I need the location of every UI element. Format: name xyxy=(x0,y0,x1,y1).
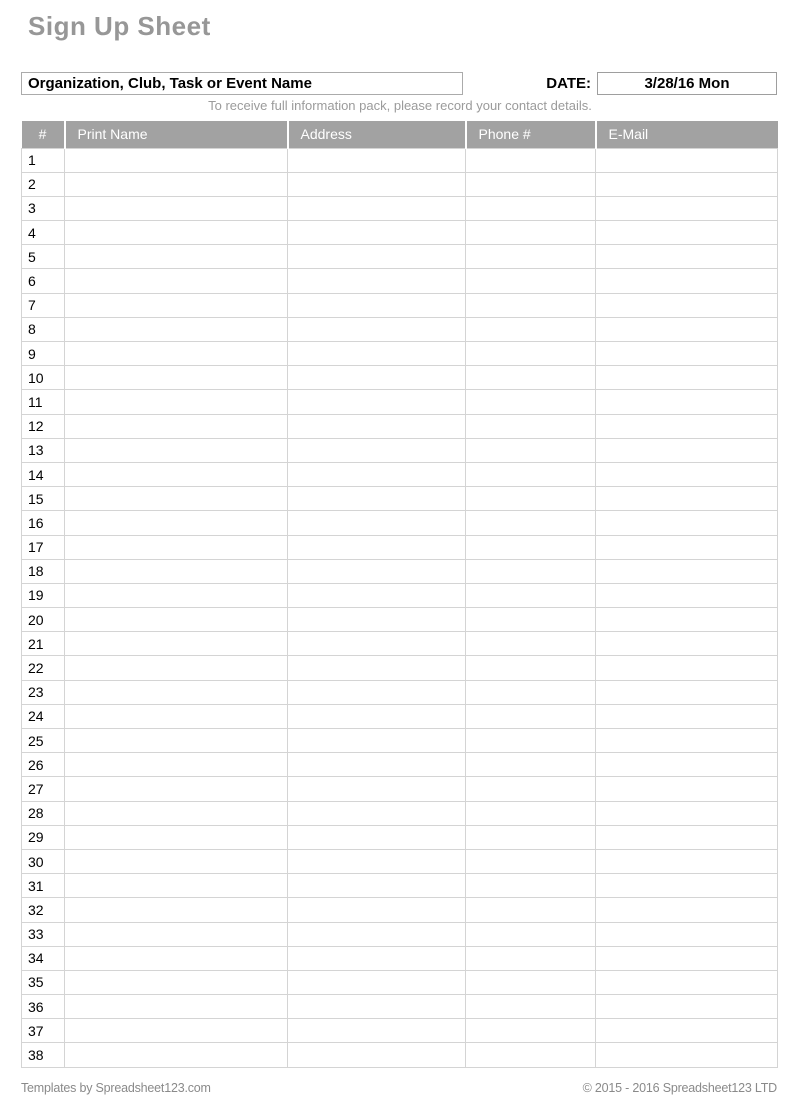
table-row xyxy=(22,172,778,196)
phone-cell[interactable] xyxy=(466,462,596,486)
phone-cell[interactable] xyxy=(466,825,596,849)
table-row xyxy=(22,414,778,438)
print-name-cell[interactable] xyxy=(65,874,288,898)
row-number-cell: 38 xyxy=(22,1043,65,1067)
email-cell[interactable] xyxy=(596,390,778,414)
print-name-cell[interactable] xyxy=(65,680,288,704)
row-number-cell: 12 xyxy=(22,414,65,438)
phone-cell[interactable] xyxy=(466,777,596,801)
email-cell[interactable] xyxy=(596,777,778,801)
address-cell[interactable] xyxy=(288,269,466,293)
table-row xyxy=(22,729,778,753)
column-header-address: Address xyxy=(288,121,466,148)
table-row xyxy=(22,632,778,656)
row-number-cell: 15 xyxy=(22,487,65,511)
print-name-cell[interactable] xyxy=(65,438,288,462)
address-cell[interactable] xyxy=(288,946,466,970)
phone-cell[interactable] xyxy=(466,196,596,220)
row-number-cell: 37 xyxy=(22,1019,65,1043)
print-name-cell[interactable] xyxy=(65,342,288,366)
table-row xyxy=(22,704,778,728)
row-number-cell: 17 xyxy=(22,535,65,559)
table-row xyxy=(22,438,778,462)
table-row xyxy=(22,487,778,511)
row-number-cell: 3 xyxy=(22,196,65,220)
print-name-cell[interactable] xyxy=(65,583,288,607)
page-title: Sign Up Sheet xyxy=(28,11,211,41)
print-name-cell[interactable] xyxy=(65,414,288,438)
table-row xyxy=(22,390,778,414)
email-cell[interactable] xyxy=(596,221,778,245)
print-name-cell[interactable] xyxy=(65,632,288,656)
table-row xyxy=(22,269,778,293)
print-name-cell[interactable] xyxy=(65,366,288,390)
form-row xyxy=(21,72,777,95)
address-cell[interactable] xyxy=(288,898,466,922)
address-cell[interactable] xyxy=(288,559,466,583)
phone-cell[interactable] xyxy=(466,414,596,438)
email-cell[interactable] xyxy=(596,535,778,559)
phone-cell[interactable] xyxy=(466,342,596,366)
print-name-cell[interactable] xyxy=(65,898,288,922)
address-cell[interactable] xyxy=(288,753,466,777)
phone-cell[interactable] xyxy=(466,922,596,946)
email-cell[interactable] xyxy=(596,632,778,656)
phone-cell[interactable] xyxy=(466,753,596,777)
address-cell[interactable] xyxy=(288,245,466,269)
address-cell[interactable] xyxy=(288,777,466,801)
email-cell[interactable] xyxy=(596,366,778,390)
email-cell[interactable] xyxy=(596,995,778,1019)
email-cell[interactable] xyxy=(596,753,778,777)
row-number-cell: 30 xyxy=(22,849,65,873)
address-cell[interactable] xyxy=(288,874,466,898)
address-cell[interactable] xyxy=(288,172,466,196)
print-name-cell[interactable] xyxy=(65,511,288,535)
row-number-cell: 13 xyxy=(22,438,65,462)
row-number-cell: 34 xyxy=(22,946,65,970)
address-cell[interactable] xyxy=(288,148,466,172)
table-row xyxy=(22,608,778,632)
phone-cell[interactable] xyxy=(466,390,596,414)
email-cell[interactable] xyxy=(596,462,778,486)
table-row xyxy=(22,583,778,607)
table-row xyxy=(22,245,778,269)
print-name-cell[interactable] xyxy=(65,1043,288,1067)
print-name-cell[interactable] xyxy=(65,172,288,196)
phone-cell[interactable] xyxy=(466,293,596,317)
row-number-cell: 5 xyxy=(22,245,65,269)
table-row xyxy=(22,922,778,946)
row-number-cell: 2 xyxy=(22,172,65,196)
email-cell[interactable] xyxy=(596,729,778,753)
table-row xyxy=(22,462,778,486)
table-row xyxy=(22,946,778,970)
row-number-cell: 23 xyxy=(22,680,65,704)
row-number-cell: 19 xyxy=(22,583,65,607)
email-cell[interactable] xyxy=(596,680,778,704)
table-row xyxy=(22,898,778,922)
table-row xyxy=(22,680,778,704)
phone-cell[interactable] xyxy=(466,583,596,607)
table-row xyxy=(22,656,778,680)
print-name-cell[interactable] xyxy=(65,922,288,946)
row-number-cell: 25 xyxy=(22,729,65,753)
row-number-cell: 20 xyxy=(22,608,65,632)
print-name-cell[interactable] xyxy=(65,656,288,680)
address-cell[interactable] xyxy=(288,1019,466,1043)
email-cell[interactable] xyxy=(596,342,778,366)
address-cell[interactable] xyxy=(288,608,466,632)
address-cell[interactable] xyxy=(288,922,466,946)
print-name-cell[interactable] xyxy=(65,221,288,245)
address-cell[interactable] xyxy=(288,317,466,341)
table-row xyxy=(22,995,778,1019)
address-cell[interactable] xyxy=(288,583,466,607)
phone-cell[interactable] xyxy=(466,946,596,970)
print-name-cell[interactable] xyxy=(65,608,288,632)
print-name-cell[interactable] xyxy=(65,559,288,583)
phone-cell[interactable] xyxy=(466,269,596,293)
email-cell[interactable] xyxy=(596,438,778,462)
address-cell[interactable] xyxy=(288,414,466,438)
address-cell[interactable] xyxy=(288,438,466,462)
row-number-cell: 14 xyxy=(22,462,65,486)
table-row xyxy=(22,801,778,825)
phone-cell[interactable] xyxy=(466,874,596,898)
table-row xyxy=(22,317,778,341)
phone-cell[interactable] xyxy=(466,148,596,172)
phone-cell[interactable] xyxy=(466,438,596,462)
phone-cell[interactable] xyxy=(466,172,596,196)
phone-cell[interactable] xyxy=(466,487,596,511)
phone-cell[interactable] xyxy=(466,970,596,994)
phone-cell[interactable] xyxy=(466,680,596,704)
email-cell[interactable] xyxy=(596,148,778,172)
email-cell[interactable] xyxy=(596,559,778,583)
email-cell[interactable] xyxy=(596,293,778,317)
table-row xyxy=(22,221,778,245)
row-number-cell: 31 xyxy=(22,874,65,898)
email-cell[interactable] xyxy=(596,487,778,511)
address-cell[interactable] xyxy=(288,704,466,728)
print-name-cell[interactable] xyxy=(65,148,288,172)
address-cell[interactable] xyxy=(288,196,466,220)
table-row xyxy=(22,825,778,849)
date-field[interactable]: 3/28/16 Mon xyxy=(597,72,777,95)
row-number-cell: 10 xyxy=(22,366,65,390)
phone-cell[interactable] xyxy=(466,366,596,390)
table-row xyxy=(22,970,778,994)
print-name-cell[interactable] xyxy=(65,535,288,559)
row-number-cell: 33 xyxy=(22,922,65,946)
address-cell[interactable] xyxy=(288,535,466,559)
column-header-number: # xyxy=(22,121,65,148)
email-cell[interactable] xyxy=(596,825,778,849)
email-cell[interactable] xyxy=(596,922,778,946)
form-spacer xyxy=(463,72,546,95)
footer-copyright: © 2015 - 2016 Spreadsheet123 LTD xyxy=(582,1081,777,1095)
email-cell[interactable] xyxy=(596,970,778,994)
row-number-cell: 24 xyxy=(22,704,65,728)
footer-credit: Templates by Spreadsheet123.com xyxy=(21,1081,211,1095)
table-row xyxy=(22,148,778,172)
print-name-cell[interactable] xyxy=(65,946,288,970)
column-header-email: E-Mail xyxy=(596,121,778,148)
table-row xyxy=(22,849,778,873)
row-number-cell: 36 xyxy=(22,995,65,1019)
print-name-cell[interactable] xyxy=(65,462,288,486)
row-number-cell: 28 xyxy=(22,801,65,825)
address-cell[interactable] xyxy=(288,656,466,680)
print-name-cell[interactable] xyxy=(65,245,288,269)
address-cell[interactable] xyxy=(288,1043,466,1067)
email-cell[interactable] xyxy=(596,196,778,220)
row-number-cell: 26 xyxy=(22,753,65,777)
phone-cell[interactable] xyxy=(466,656,596,680)
phone-cell[interactable] xyxy=(466,729,596,753)
phone-cell[interactable] xyxy=(466,849,596,873)
table-row xyxy=(22,535,778,559)
phone-cell[interactable] xyxy=(466,704,596,728)
print-name-cell[interactable] xyxy=(65,777,288,801)
phone-cell[interactable] xyxy=(466,632,596,656)
address-cell[interactable] xyxy=(288,849,466,873)
table-row xyxy=(22,293,778,317)
email-cell[interactable] xyxy=(596,704,778,728)
address-cell[interactable] xyxy=(288,390,466,414)
row-number-cell: 22 xyxy=(22,656,65,680)
table-row xyxy=(22,874,778,898)
email-cell[interactable] xyxy=(596,583,778,607)
date-label: DATE: xyxy=(546,75,591,92)
row-number-cell: 4 xyxy=(22,221,65,245)
signup-table xyxy=(21,121,778,1068)
column-header-print-name: Print Name xyxy=(65,121,288,148)
phone-cell[interactable] xyxy=(466,245,596,269)
print-name-cell[interactable] xyxy=(65,704,288,728)
row-number-cell: 21 xyxy=(22,632,65,656)
email-cell[interactable] xyxy=(596,656,778,680)
email-cell[interactable] xyxy=(596,1019,778,1043)
print-name-cell[interactable] xyxy=(65,1019,288,1043)
phone-cell[interactable] xyxy=(466,317,596,341)
email-cell[interactable] xyxy=(596,414,778,438)
address-cell[interactable] xyxy=(288,632,466,656)
phone-cell[interactable] xyxy=(466,1043,596,1067)
print-name-cell[interactable] xyxy=(65,487,288,511)
address-cell[interactable] xyxy=(288,293,466,317)
email-cell[interactable] xyxy=(596,898,778,922)
phone-cell[interactable] xyxy=(466,221,596,245)
print-name-cell[interactable] xyxy=(65,970,288,994)
email-cell[interactable] xyxy=(596,269,778,293)
row-number-cell: 27 xyxy=(22,777,65,801)
phone-cell[interactable] xyxy=(466,559,596,583)
row-number-cell: 29 xyxy=(22,825,65,849)
address-cell[interactable] xyxy=(288,487,466,511)
address-cell[interactable] xyxy=(288,680,466,704)
column-header-phone: Phone # xyxy=(466,121,596,148)
table-row xyxy=(22,366,778,390)
email-cell[interactable] xyxy=(596,946,778,970)
email-cell[interactable] xyxy=(596,849,778,873)
print-name-cell[interactable] xyxy=(65,753,288,777)
address-cell[interactable] xyxy=(288,970,466,994)
email-cell[interactable] xyxy=(596,1043,778,1067)
email-cell[interactable] xyxy=(596,511,778,535)
address-cell[interactable] xyxy=(288,221,466,245)
phone-cell[interactable] xyxy=(466,995,596,1019)
email-cell[interactable] xyxy=(596,801,778,825)
table-row xyxy=(22,196,778,220)
table-row xyxy=(22,1019,778,1043)
row-number-cell: 8 xyxy=(22,317,65,341)
table-row xyxy=(22,753,778,777)
phone-cell[interactable] xyxy=(466,608,596,632)
phone-cell[interactable] xyxy=(466,511,596,535)
table-body xyxy=(22,148,778,1067)
address-cell[interactable] xyxy=(288,801,466,825)
print-name-cell[interactable] xyxy=(65,825,288,849)
phone-cell[interactable] xyxy=(466,1019,596,1043)
email-cell[interactable] xyxy=(596,608,778,632)
print-name-cell[interactable] xyxy=(65,390,288,414)
table-row xyxy=(22,1043,778,1067)
instruction-text: To receive full information pack, please record your contact details. xyxy=(208,98,592,113)
row-number-cell: 35 xyxy=(22,970,65,994)
print-name-cell[interactable] xyxy=(65,293,288,317)
phone-cell[interactable] xyxy=(466,801,596,825)
print-name-cell[interactable] xyxy=(65,317,288,341)
table-row xyxy=(22,559,778,583)
address-cell[interactable] xyxy=(288,995,466,1019)
address-cell[interactable] xyxy=(288,462,466,486)
row-number-cell: 32 xyxy=(22,898,65,922)
print-name-cell[interactable] xyxy=(65,196,288,220)
email-cell[interactable] xyxy=(596,874,778,898)
phone-cell[interactable] xyxy=(466,898,596,922)
row-number-cell: 7 xyxy=(22,293,65,317)
address-cell[interactable] xyxy=(288,342,466,366)
print-name-cell[interactable] xyxy=(65,801,288,825)
phone-cell[interactable] xyxy=(466,535,596,559)
print-name-cell[interactable] xyxy=(65,729,288,753)
email-cell[interactable] xyxy=(596,172,778,196)
row-number-cell: 16 xyxy=(22,511,65,535)
address-cell[interactable] xyxy=(288,366,466,390)
print-name-cell[interactable] xyxy=(65,269,288,293)
email-cell[interactable] xyxy=(596,245,778,269)
row-number-cell: 18 xyxy=(22,559,65,583)
print-name-cell[interactable] xyxy=(65,849,288,873)
table-row xyxy=(22,777,778,801)
row-number-cell: 6 xyxy=(22,269,65,293)
address-cell[interactable] xyxy=(288,825,466,849)
row-number-cell: 9 xyxy=(22,342,65,366)
row-number-cell: 1 xyxy=(22,148,65,172)
print-name-cell[interactable] xyxy=(65,995,288,1019)
table-row xyxy=(22,511,778,535)
row-number-cell: 11 xyxy=(22,390,65,414)
table-row xyxy=(22,342,778,366)
email-cell[interactable] xyxy=(596,317,778,341)
address-cell[interactable] xyxy=(288,511,466,535)
address-cell[interactable] xyxy=(288,729,466,753)
event-name-field[interactable]: Organization, Club, Task or Event Name xyxy=(21,72,463,95)
table-header xyxy=(22,121,778,148)
